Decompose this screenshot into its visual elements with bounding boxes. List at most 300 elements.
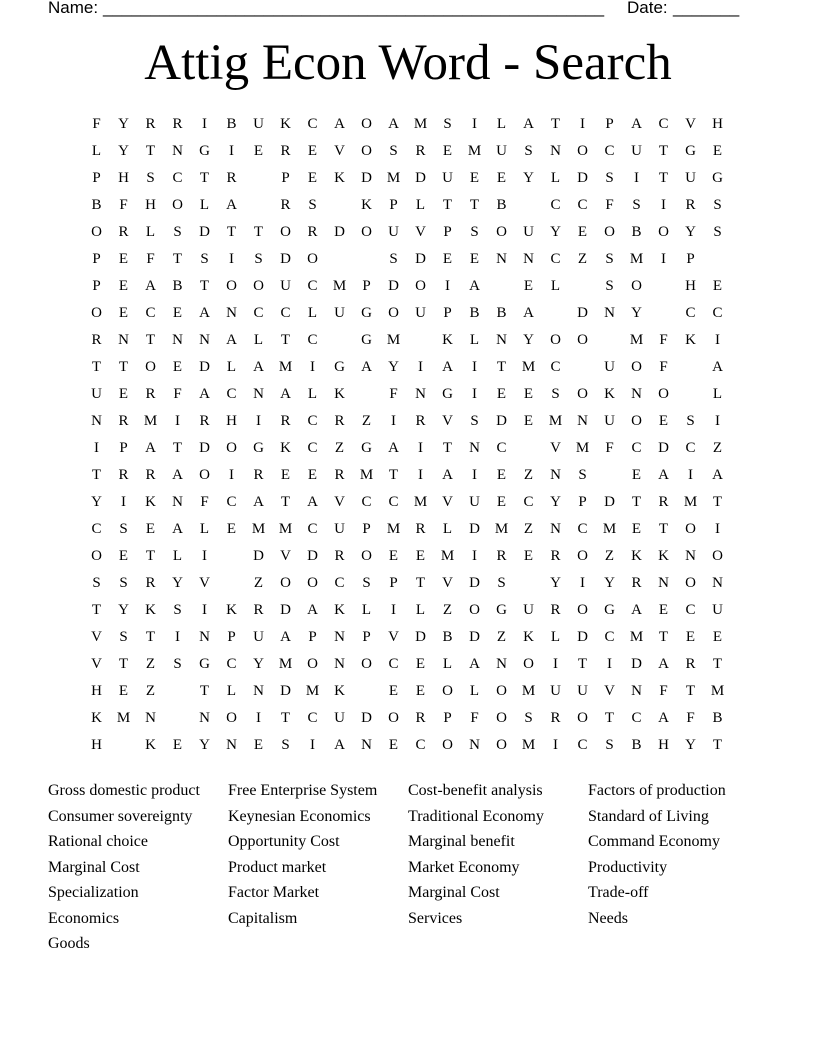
grid-cell: I xyxy=(472,359,477,375)
grid-cell: D xyxy=(631,656,642,672)
grid-cell: Z xyxy=(604,548,615,564)
grid-cell: K xyxy=(280,116,291,132)
word-list-item: Marginal Cost xyxy=(408,884,500,901)
grid-cell: Y xyxy=(172,575,183,591)
grid-cell: M xyxy=(305,683,320,699)
grid-cell: T xyxy=(604,710,615,726)
grid-cell: M xyxy=(494,521,509,537)
grid-cell: L xyxy=(550,278,561,294)
grid-cell: R xyxy=(334,548,345,564)
grid-cell: T xyxy=(91,359,102,375)
grid-cell: Y xyxy=(523,170,534,186)
grid-cell: T xyxy=(658,170,669,186)
grid-cell: T xyxy=(280,494,291,510)
grid-cell: U xyxy=(523,602,534,618)
grid-cell: A xyxy=(631,602,642,618)
grid-cell: V xyxy=(91,656,102,672)
grid-cell: H xyxy=(712,116,723,132)
grid-cell: S xyxy=(713,197,722,213)
grid-cell: D xyxy=(361,710,372,726)
grid-cell: Z xyxy=(145,656,156,672)
grid-cell: M xyxy=(278,359,293,375)
grid-cell: D xyxy=(199,440,210,456)
grid-cell: G xyxy=(442,386,453,402)
grid-cell: F xyxy=(173,386,182,402)
grid-cell: V xyxy=(388,629,399,645)
grid-cell: D xyxy=(496,413,507,429)
grid-cell: R xyxy=(199,413,210,429)
grid-cell: H xyxy=(91,683,102,699)
grid-cell: F xyxy=(605,440,614,456)
grid-cell: B xyxy=(226,116,237,132)
grid-cell: O xyxy=(442,737,453,753)
grid-cell: I xyxy=(256,413,261,429)
grid-cell: C xyxy=(685,602,696,618)
grid-cell: Y xyxy=(685,737,696,753)
grid-cell: K xyxy=(658,548,669,564)
grid-cell: T xyxy=(118,656,129,672)
grid-cell: C xyxy=(388,656,399,672)
grid-cell: E xyxy=(658,602,669,618)
grid-cell: O xyxy=(496,683,507,699)
grid-cell: B xyxy=(496,305,507,321)
grid-cell: R xyxy=(253,602,264,618)
grid-cell: R xyxy=(496,548,507,564)
grid-cell: F xyxy=(659,683,668,699)
grid-cell: A xyxy=(712,359,723,375)
grid-cell: L xyxy=(469,332,480,348)
grid-cell: U xyxy=(388,224,399,240)
grid-cell: G xyxy=(361,440,372,456)
grid-cell: C xyxy=(604,143,615,159)
grid-cell: L xyxy=(442,521,453,537)
grid-cell: A xyxy=(172,521,183,537)
grid-cell: C xyxy=(91,521,102,537)
grid-cell: V xyxy=(280,548,291,564)
grid-cell: E xyxy=(712,278,723,294)
grid-cell: L xyxy=(712,386,723,402)
grid-cell: A xyxy=(712,467,723,483)
grid-cell: E xyxy=(442,143,453,159)
grid-cell: T xyxy=(658,143,669,159)
grid-cell: M xyxy=(413,494,428,510)
grid-cell: M xyxy=(575,440,590,456)
grid-cell: T xyxy=(172,440,183,456)
grid-cell xyxy=(677,381,704,408)
grid-cell: D xyxy=(361,170,372,186)
grid-cell: R xyxy=(550,548,561,564)
grid-cell: P xyxy=(92,278,101,294)
grid-cell: G xyxy=(361,305,372,321)
grid-cell: C xyxy=(145,305,156,321)
grid-cell: I xyxy=(715,332,720,348)
grid-cell: E xyxy=(226,521,237,537)
grid-cell: R xyxy=(253,467,264,483)
grid-cell: M xyxy=(332,278,347,294)
grid-cell: O xyxy=(577,332,588,348)
grid-cell: C xyxy=(631,440,642,456)
grid-cell: L xyxy=(307,305,318,321)
grid-cell: S xyxy=(119,575,128,591)
grid-cell: V xyxy=(685,116,696,132)
grid-cell: S xyxy=(308,197,317,213)
grid-cell: C xyxy=(307,521,318,537)
grid-cell: C xyxy=(307,278,318,294)
grid-cell: I xyxy=(607,656,612,672)
grid-cell: O xyxy=(199,467,210,483)
grid-cell: E xyxy=(145,521,156,537)
grid-cell: N xyxy=(469,737,480,753)
grid-cell: Y xyxy=(631,305,642,321)
grid-cell: A xyxy=(280,386,291,402)
grid-cell: O xyxy=(226,710,237,726)
grid-cell: R xyxy=(145,467,156,483)
grid-cell: R xyxy=(334,467,345,483)
grid-cell: P xyxy=(686,251,695,267)
grid-cell: M xyxy=(602,521,617,537)
grid-cell: G xyxy=(199,656,210,672)
grid-cell: P xyxy=(443,224,452,240)
grid-cell: C xyxy=(604,629,615,645)
grid-cell xyxy=(569,273,596,300)
grid-cell: R xyxy=(415,710,426,726)
grid-cell: U xyxy=(334,710,345,726)
grid-cell: Z xyxy=(145,683,156,699)
grid-cell xyxy=(164,705,191,732)
grid-cell: S xyxy=(605,278,614,294)
grid-cell: I xyxy=(310,737,315,753)
grid-cell: U xyxy=(469,494,480,510)
date-label: Date: xyxy=(627,0,668,17)
grid-cell: I xyxy=(175,629,180,645)
grid-cell: V xyxy=(415,224,426,240)
grid-cell: D xyxy=(253,548,264,564)
grid-cell: T xyxy=(442,197,453,213)
grid-cell: I xyxy=(229,467,234,483)
grid-cell: D xyxy=(334,224,345,240)
grid-cell: Z xyxy=(496,629,507,645)
grid-cell: P xyxy=(578,494,587,510)
grid-cell: A xyxy=(226,197,237,213)
header xyxy=(48,0,748,19)
grid-cell: C xyxy=(523,494,534,510)
grid-cell: A xyxy=(658,710,669,726)
grid-cell: E xyxy=(523,413,534,429)
grid-cell: I xyxy=(175,413,180,429)
grid-cell: M xyxy=(629,629,644,645)
grid-cell: P xyxy=(227,629,236,645)
grid-cell: E xyxy=(523,278,534,294)
grid-cell: E xyxy=(631,521,642,537)
grid-cell: U xyxy=(523,224,534,240)
grid-cell: S xyxy=(551,386,560,402)
grid-cell: G xyxy=(712,170,723,186)
grid-cell: O xyxy=(658,224,669,240)
grid-cell: U xyxy=(712,602,723,618)
grid-cell: A xyxy=(388,440,399,456)
grid-cell: N xyxy=(604,305,615,321)
grid-cell: I xyxy=(634,170,639,186)
grid-cell: P xyxy=(443,710,452,726)
grid-cell: V xyxy=(604,683,615,699)
grid-cell: L xyxy=(91,143,102,159)
grid-cell: L xyxy=(199,521,210,537)
grid-cell: D xyxy=(199,359,210,375)
grid-cell: F xyxy=(659,359,668,375)
grid-cell: O xyxy=(145,359,156,375)
grid-cell: D xyxy=(577,629,588,645)
grid-cell: R xyxy=(415,143,426,159)
grid-cell: D xyxy=(469,521,480,537)
grid-cell: O xyxy=(361,116,372,132)
word-list-item: Productivity xyxy=(588,858,668,876)
grid-cell: P xyxy=(92,170,101,186)
grid-cell: P xyxy=(92,251,101,267)
grid-cell: S xyxy=(281,737,290,753)
word-list-item: Services xyxy=(408,909,463,927)
grid-cell: P xyxy=(605,116,614,132)
grid-cell: E xyxy=(712,143,723,159)
grid-cell: R xyxy=(145,575,156,591)
grid-cell: P xyxy=(443,305,452,321)
grid-cell: A xyxy=(334,116,345,132)
grid-cell: O xyxy=(604,224,615,240)
grid-cell: C xyxy=(415,737,426,753)
grid-cell: K xyxy=(631,548,642,564)
grid-cell: M xyxy=(116,710,131,726)
grid-cell: E xyxy=(388,737,399,753)
grid-cell: S xyxy=(389,251,398,267)
grid-cell: S xyxy=(254,251,263,267)
grid-cell xyxy=(596,462,623,489)
grid-cell: R xyxy=(226,170,237,186)
grid-cell: I xyxy=(418,440,423,456)
word-list-item: Economics xyxy=(48,909,120,927)
grid-cell: A xyxy=(631,116,642,132)
grid-cell: O xyxy=(361,548,372,564)
grid-cell: P xyxy=(308,629,317,645)
grid-cell xyxy=(353,381,380,408)
grid-cell: G xyxy=(604,602,615,618)
grid-cell: O xyxy=(361,224,372,240)
grid-cell: Y xyxy=(523,332,534,348)
grid-cell xyxy=(353,246,380,273)
grid-cell: P xyxy=(362,629,371,645)
name-field[interactable]: _____________________________________________________ xyxy=(103,0,605,17)
grid-cell xyxy=(677,354,704,381)
grid-cell: A xyxy=(442,359,453,375)
grid-cell: I xyxy=(715,413,720,429)
grid-cell xyxy=(326,327,353,354)
grid-cell: G xyxy=(253,440,264,456)
grid-cell: N xyxy=(91,413,102,429)
grid-cell: O xyxy=(523,656,534,672)
grid-cell: Y xyxy=(118,116,129,132)
grid-cell: E xyxy=(469,170,480,186)
grid-cell: F xyxy=(659,332,668,348)
grid-cell: O xyxy=(685,521,696,537)
grid-cell: L xyxy=(226,359,237,375)
grid-cell: N xyxy=(550,521,561,537)
grid-cell: T xyxy=(712,737,723,753)
grid-cell: O xyxy=(91,224,102,240)
grid-cell: N xyxy=(496,332,507,348)
grid-cell: L xyxy=(550,629,561,645)
word-list-item: Traditional Economy xyxy=(408,807,544,825)
grid-cell: C xyxy=(226,656,237,672)
grid-cell: U xyxy=(604,359,615,375)
grid-cell: A xyxy=(172,467,183,483)
grid-cell: Y xyxy=(550,575,561,591)
grid-cell: M xyxy=(413,116,428,132)
grid-cell: S xyxy=(389,143,398,159)
grid-cell: O xyxy=(631,359,642,375)
grid-cell: N xyxy=(253,683,264,699)
grid-cell: T xyxy=(145,143,156,159)
grid-cell: Y xyxy=(550,494,561,510)
grid-cell: M xyxy=(521,359,536,375)
grid-cell: I xyxy=(256,710,261,726)
grid-cell: Z xyxy=(253,575,264,591)
grid-cell: T xyxy=(253,224,264,240)
grid-cell: R xyxy=(118,467,129,483)
grid-cell: D xyxy=(280,602,291,618)
grid-cell: N xyxy=(145,710,156,726)
grid-cell: N xyxy=(226,737,237,753)
grid-cell: S xyxy=(173,224,182,240)
grid-cell: O xyxy=(577,143,588,159)
grid-cell: B xyxy=(631,737,642,753)
grid-cell: K xyxy=(145,602,156,618)
grid-cell: Z xyxy=(577,251,588,267)
grid-cell xyxy=(407,327,434,354)
grid-cell: M xyxy=(359,467,374,483)
grid-cell: F xyxy=(389,386,398,402)
grid-cell: R xyxy=(280,197,291,213)
grid-cell: I xyxy=(661,197,666,213)
grid-cell: O xyxy=(253,278,264,294)
grid-cell: E xyxy=(118,251,129,267)
grid-cell: T xyxy=(685,683,696,699)
grid-cell xyxy=(353,678,380,705)
word-list xyxy=(48,778,768,957)
grid-cell: B xyxy=(469,305,480,321)
grid-cell: E xyxy=(469,251,480,267)
grid-cell xyxy=(515,435,542,462)
grid-cell: I xyxy=(553,656,558,672)
grid-cell: I xyxy=(418,359,423,375)
grid-cell: Z xyxy=(523,521,534,537)
grid-cell: O xyxy=(631,278,642,294)
grid-cell: S xyxy=(362,575,371,591)
grid-cell: S xyxy=(443,116,452,132)
grid-cell: V xyxy=(550,440,561,456)
grid-cell: E xyxy=(658,413,669,429)
grid-cell: Y xyxy=(550,224,561,240)
grid-cell: N xyxy=(199,710,210,726)
letter-grid xyxy=(83,111,731,759)
grid-cell: I xyxy=(121,494,126,510)
word-list-item: Consumer sovereignty xyxy=(48,807,193,825)
grid-cell: I xyxy=(580,116,585,132)
word-list-item: Cost-benefit analysis xyxy=(408,782,543,799)
grid-cell: N xyxy=(658,575,669,591)
grid-cell: C xyxy=(496,440,507,456)
grid-cell: U xyxy=(442,170,453,186)
date-field[interactable]: _______ xyxy=(673,0,740,17)
grid-cell: D xyxy=(604,494,615,510)
grid-cell: K xyxy=(604,386,615,402)
grid-cell: T xyxy=(712,656,723,672)
grid-cell: S xyxy=(578,467,587,483)
grid-cell: O xyxy=(388,710,399,726)
grid-cell: A xyxy=(658,467,669,483)
grid-cell: A xyxy=(253,359,264,375)
grid-cell: N xyxy=(550,467,561,483)
grid-cell: N xyxy=(469,440,480,456)
grid-cell: P xyxy=(281,170,290,186)
grid-cell: K xyxy=(226,602,237,618)
grid-cell: Y xyxy=(118,602,129,618)
grid-cell: V xyxy=(334,494,345,510)
grid-cell: U xyxy=(280,278,291,294)
grid-cell: I xyxy=(472,116,477,132)
grid-cell: C xyxy=(226,386,237,402)
grid-cell: O xyxy=(307,656,318,672)
grid-cell: O xyxy=(280,224,291,240)
grid-cell: E xyxy=(415,683,426,699)
grid-cell: A xyxy=(307,602,318,618)
grid-cell: F xyxy=(200,494,209,510)
grid-cell: A xyxy=(307,494,318,510)
grid-cell: B xyxy=(712,710,723,726)
grid-cell: S xyxy=(92,575,101,591)
grid-cell: R xyxy=(172,116,183,132)
grid-cell: E xyxy=(118,386,129,402)
grid-cell: T xyxy=(145,548,156,564)
grid-cell: Z xyxy=(523,467,534,483)
grid-cell: S xyxy=(497,575,506,591)
grid-cell: I xyxy=(553,737,558,753)
grid-cell: K xyxy=(442,332,453,348)
grid-cell: O xyxy=(388,305,399,321)
grid-cell: K xyxy=(334,683,345,699)
grid-cell xyxy=(245,165,272,192)
grid-cell: T xyxy=(280,332,291,348)
grid-cell: L xyxy=(307,386,318,402)
grid-cell: C xyxy=(685,440,696,456)
grid-cell: N xyxy=(631,386,642,402)
grid-cell: U xyxy=(550,683,561,699)
grid-cell: N xyxy=(523,251,534,267)
grid-cell: A xyxy=(145,278,156,294)
grid-cell: B xyxy=(442,629,453,645)
grid-cell: A xyxy=(253,494,264,510)
grid-cell: T xyxy=(199,170,210,186)
grid-cell: K xyxy=(145,494,156,510)
grid-cell: B xyxy=(172,278,183,294)
grid-cell: K xyxy=(334,602,345,618)
grid-cell: R xyxy=(307,224,318,240)
grid-cell xyxy=(596,327,623,354)
grid-cell: O xyxy=(226,440,237,456)
grid-cell: I xyxy=(94,440,99,456)
grid-cell: O xyxy=(91,305,102,321)
grid-cell: M xyxy=(386,521,401,537)
word-list-item: Command Economy xyxy=(588,833,720,850)
grid-cell: K xyxy=(334,170,345,186)
grid-cell: E xyxy=(172,737,183,753)
